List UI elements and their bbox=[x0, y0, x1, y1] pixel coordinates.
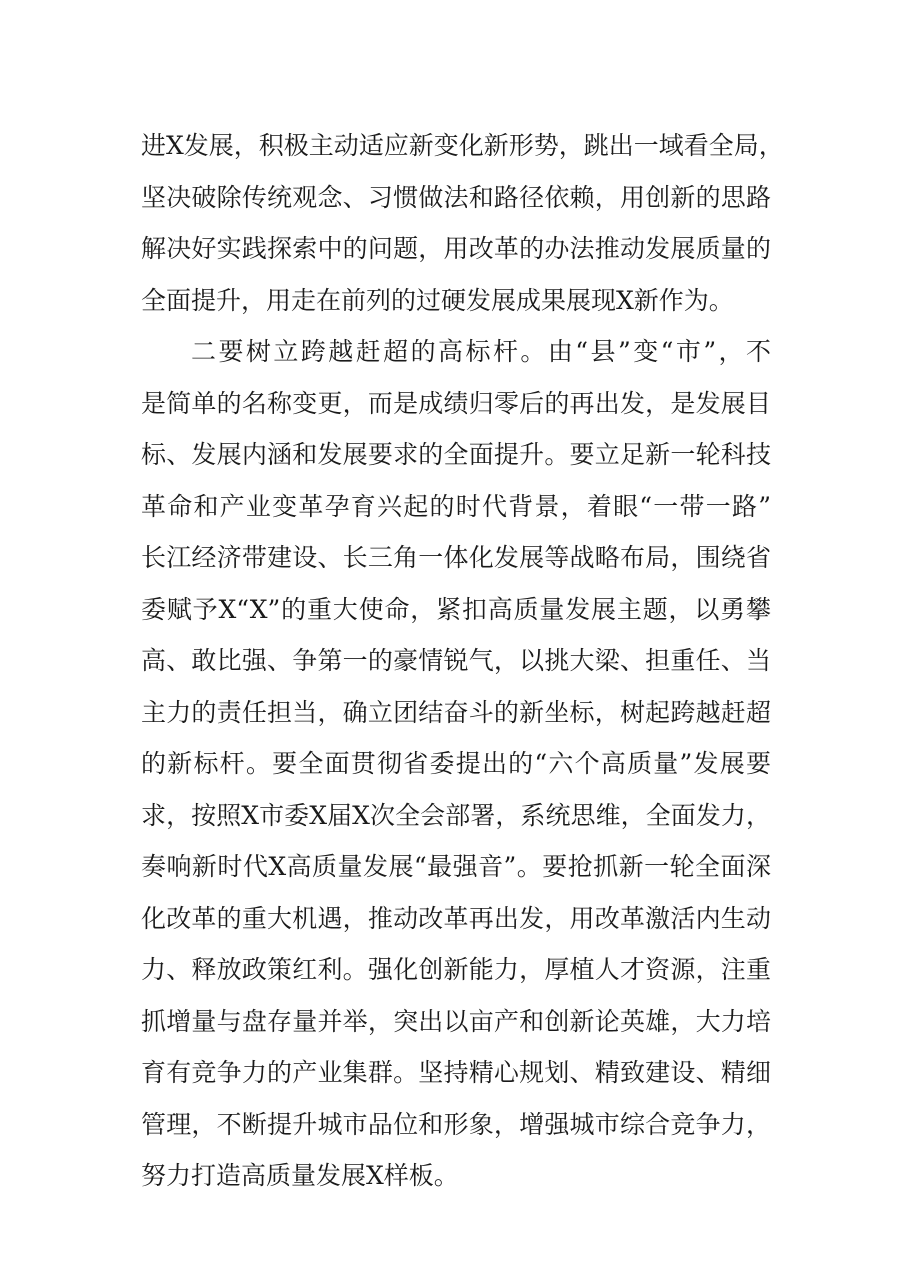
paragraph-line: 抓增量与盘存量并举，突出以亩产和创新论英雄，大力培 bbox=[141, 1006, 771, 1036]
document-body bbox=[141, 120, 784, 1202]
paragraph-line: 奏响新时代X高质量发展“最强音”。要抢抓新一轮全面深 bbox=[141, 852, 771, 881]
paragraph-line: 力、释放政策红利。强化创新能力，厚植人才资源，注重 bbox=[141, 955, 771, 984]
paragraph-line: 主力的责任担当，确立团结奋斗的新坐标，树起跨越赶超 bbox=[141, 697, 771, 727]
paragraph-line: 努力打造高质量发展X样板。 bbox=[141, 1161, 459, 1190]
paragraph-line: 全面提升，用走在前列的过硬发展成果展现X新作为。 bbox=[141, 285, 734, 315]
paragraph-line: 长江经济带建设、长三角一体化发展等战略布局，围绕省 bbox=[141, 543, 771, 572]
paragraph-line: 育有竞争力的产业集群。坚持精心规划、精致建设、精细 bbox=[141, 1058, 771, 1087]
paragraph-line: 委赋予X“X”的重大使命，紧扣高质量发展主题，以勇攀 bbox=[141, 594, 771, 624]
paragraph-line: 是简单的名称变更，而是成绩归零后的再出发，是发展目 bbox=[141, 388, 771, 418]
paragraph-line: 二要树立跨越赶超的高标杆。由“县”变“市”，不 bbox=[191, 337, 771, 366]
paragraph-line: 求，按照X市委X届X次全会部署，系统思维，全面发力， bbox=[141, 800, 771, 830]
paragraph-2 bbox=[141, 326, 771, 1202]
paragraph-line: 标、发展内涵和发展要求的全面提升。要立足新一轮科技 bbox=[141, 440, 771, 469]
paragraph-line: 化改革的重大机遇，推动改革再出发，用改革激活内生动 bbox=[141, 903, 771, 933]
paragraph-line: 解决好实践探索中的问题，用改革的办法推动发展质量的 bbox=[141, 234, 771, 263]
paragraph-line: 的新标杆。要全面贯彻省委提出的“六个高质量”发展要 bbox=[141, 749, 771, 778]
paragraph-1 bbox=[141, 120, 784, 326]
paragraph-line: 革命和产业变革孕育兴起的时代背景，着眼“一带一路” bbox=[141, 491, 771, 521]
paragraph-line: 高、敢比强、争第一的豪情锐气，以挑大梁、担重任、当 bbox=[141, 646, 771, 675]
paragraph-line: 进X发展，积极主动适应新变化新形势，跳出一域看全局， bbox=[141, 131, 784, 160]
paragraph-line: 管理，不断提升城市品位和形象，增强城市综合竞争力， bbox=[141, 1109, 771, 1139]
paragraph-line: 坚决破除传统观念、习惯做法和路径依赖，用创新的思路 bbox=[141, 182, 771, 212]
